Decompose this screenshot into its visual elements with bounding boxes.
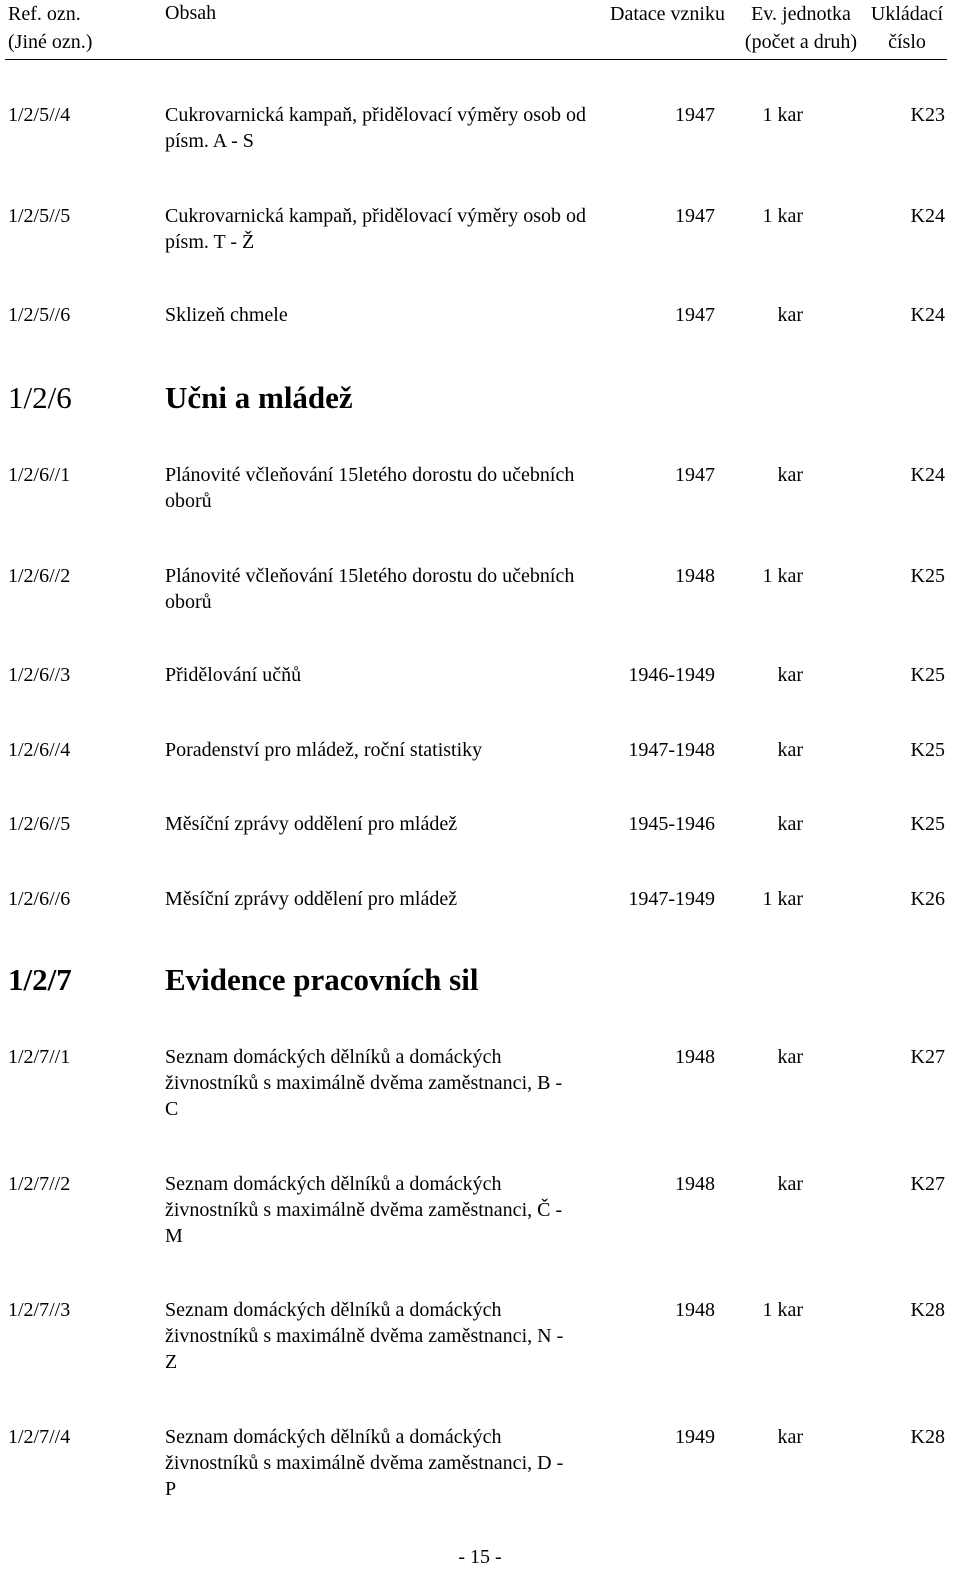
row-description: Měsíční zprávy oddělení pro mládež [165, 888, 458, 910]
row-storage-number: K24 [910, 464, 945, 486]
row-unit: 1 kar [762, 888, 803, 910]
row-description: Sklizeň chmele [165, 304, 288, 326]
row-description: Seznam domáckých dělníků a domáckých živnostníků s maximálně dvěma zaměstnanci, N -Z [165, 1299, 564, 1373]
row-date: 1948 [675, 565, 715, 587]
section-ref: 1/2/6 [8, 380, 72, 415]
row-description: Poradenství pro mládež, roční statistiky [165, 739, 483, 761]
row-date: 1947 [675, 464, 715, 486]
row-unit: 1 kar [762, 1299, 803, 1321]
row-storage-number: K24 [910, 304, 945, 326]
row-storage-number: K24 [910, 205, 945, 227]
row-ref: 1/2/6//1 [8, 464, 71, 486]
row-ref: 1/2/6//6 [8, 888, 71, 910]
row-unit: kar [777, 464, 803, 486]
row-description: Plánovité včleňování 15letého dorostu do učebních oborů [165, 464, 575, 512]
row-ref: 1/2/6//3 [8, 664, 71, 686]
header-ref [8, 0, 92, 56]
row-unit: kar [777, 664, 803, 686]
header-storage-line2: číslo [888, 31, 926, 53]
row-description: Cukrovarnická kampaň, přidělovací výměry osob od písm. A - S [165, 104, 586, 152]
row-unit: 1 kar [762, 104, 803, 126]
row-unit: kar [777, 813, 803, 835]
row-ref: 1/2/6//4 [8, 739, 71, 761]
row-date: 1947-1949 [628, 888, 715, 910]
header-content: Obsah [165, 2, 217, 24]
row-unit: 1 kar [762, 205, 803, 227]
row-storage-number: K27 [910, 1046, 945, 1068]
page-number: - 15 - [458, 1546, 502, 1568]
row-ref: 1/2/6//2 [8, 565, 71, 587]
row-description: Měsíční zprávy oddělení pro mládež [165, 813, 458, 835]
row-date: 1948 [675, 1173, 715, 1195]
row-date: 1948 [675, 1046, 715, 1068]
header-ref-line2: (Jiné ozn.) [8, 31, 93, 53]
header-unit-line1: Ev. jednotka [751, 3, 851, 25]
row-unit: 1 kar [762, 565, 803, 587]
header-unit-line2: (počet a druh) [744, 31, 858, 53]
row-ref: 1/2/7//2 [8, 1173, 71, 1195]
row-unit: kar [777, 304, 803, 326]
row-description: Seznam domáckých dělníků a domáckých živnostníků s maximálně dvěma zaměstnanci, D - P [165, 1426, 564, 1500]
row-date: 1948 [675, 1299, 715, 1321]
header-storage-line1: Ukládací [870, 3, 944, 25]
row-unit: kar [777, 1426, 803, 1448]
row-ref: 1/2/7//1 [8, 1046, 71, 1068]
row-storage-number: K25 [910, 664, 945, 686]
section-title: Evidence pracovních sil [165, 962, 479, 997]
row-storage-number: K25 [910, 565, 945, 587]
row-storage-number: K28 [910, 1299, 945, 1321]
row-description: Seznam domáckých dělníků a domáckých živnostníků s maximálně dvěma zaměstnanci, B - C [165, 1046, 563, 1120]
row-storage-number: K28 [910, 1426, 945, 1448]
row-storage-number: K26 [910, 888, 945, 910]
row-storage-number: K25 [910, 739, 945, 761]
row-date: 1945-1946 [628, 813, 715, 835]
row-date: 1947 [675, 304, 715, 326]
table-header [0, 0, 960, 60]
row-ref: 1/2/7//3 [8, 1299, 71, 1321]
section-title: Učni a mládež [165, 380, 353, 415]
row-storage-number: K27 [910, 1173, 945, 1195]
header-ref-line1: Ref. ozn. [8, 3, 81, 25]
header-divider [5, 59, 947, 60]
row-unit: kar [777, 739, 803, 761]
row-description: Cukrovarnická kampaň, přidělovací výměry osob od písm. T - Ž [165, 205, 586, 253]
row-storage-number: K25 [910, 813, 945, 835]
row-unit: kar [777, 1173, 803, 1195]
row-ref: 1/2/5//5 [8, 205, 71, 227]
row-ref: 1/2/7//4 [8, 1426, 71, 1448]
row-description: Plánovité včleňování 15letého dorostu do učebních oborů [165, 565, 575, 613]
header-unit [740, 0, 862, 56]
header-date: Datace vzniku [610, 3, 725, 25]
row-date: 1947 [675, 205, 715, 227]
row-description: Seznam domáckých dělníků a domáckých živnostníků s maximálně dvěma zaměstnanci, Č - M [165, 1173, 563, 1247]
row-date: 1947 [675, 104, 715, 126]
row-date: 1946-1949 [628, 664, 715, 686]
row-unit: kar [777, 1046, 803, 1068]
row-ref: 1/2/5//4 [8, 104, 71, 126]
header-storage [866, 0, 948, 56]
row-description: Přidělování učňů [165, 664, 302, 686]
row-storage-number: K23 [910, 104, 945, 126]
row-ref: 1/2/5//6 [8, 304, 71, 326]
section-ref: 1/2/7 [8, 962, 72, 997]
row-date: 1947-1948 [628, 739, 715, 761]
row-date: 1949 [675, 1426, 715, 1448]
row-ref: 1/2/6//5 [8, 813, 71, 835]
